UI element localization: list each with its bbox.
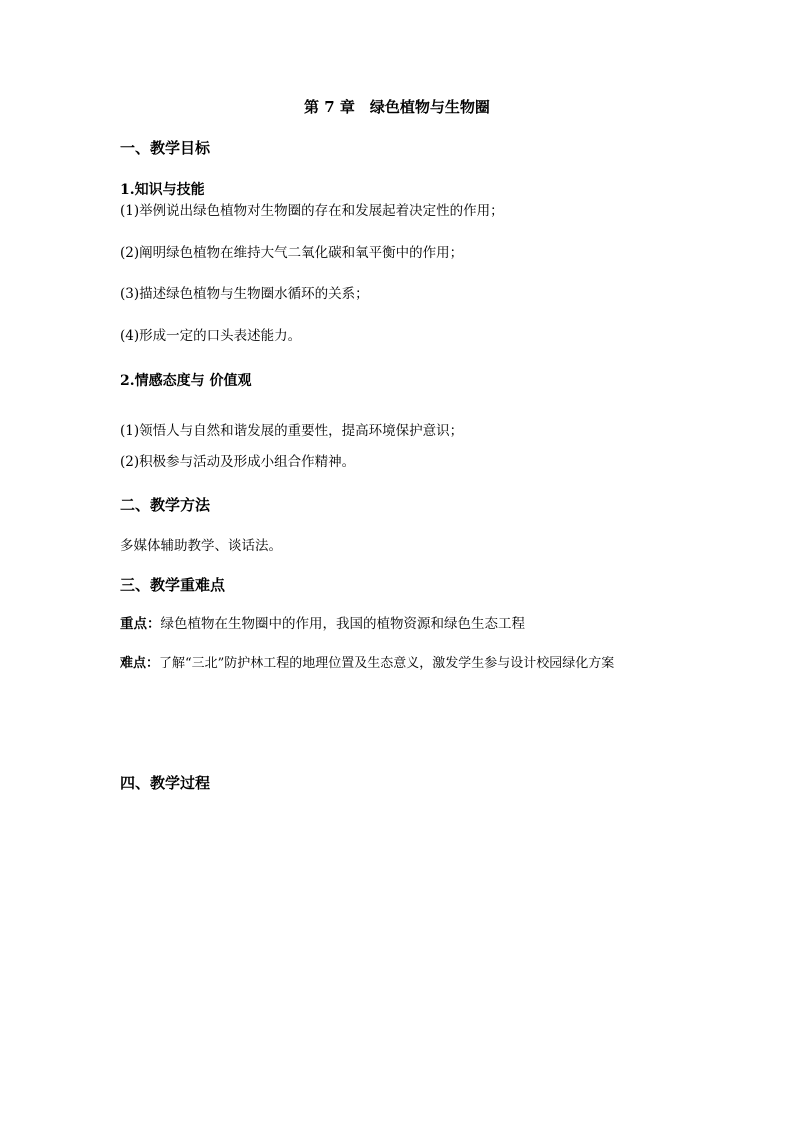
- section-heading-key-difficult-points: 三、教学重难点: [120, 576, 226, 594]
- section-heading-objectives: 一、教学目标: [120, 139, 211, 157]
- difficult-point-text: 了解“三北”防护林工程的地理位置及生态意义，激发学生参与设计校园绿化方案: [159, 656, 615, 671]
- key-point-label: 重点：: [120, 616, 161, 632]
- key-point-text: 绿色植物在生物圈中的作用，我国的植物资源和绿色生态工程: [160, 616, 525, 632]
- section-heading-methods: 二、教学方法: [120, 496, 211, 514]
- list-item: (1)领悟人与自然和谐发展的重要性，提高环境保护意识；: [120, 423, 464, 439]
- subsection-heading-knowledge-skills: 1.知识与技能: [120, 182, 205, 198]
- methods-text: 多媒体辅助教学、谈话法。: [120, 538, 282, 554]
- difficult-point-paragraph: [120, 655, 614, 673]
- list-item: (4)形成一定的口头表述能力。: [120, 328, 302, 344]
- list-item: (2)积极参与活动及形成小组合作精神。: [120, 454, 356, 470]
- subsection-heading-attitudes-values: 2.情感态度与 价值观: [120, 373, 252, 389]
- key-point-paragraph: [120, 615, 525, 633]
- list-item: (2)阐明绿色植物在维持大气二氧化碳和氧平衡中的作用；: [120, 245, 464, 261]
- section-heading-teaching-process: 四、教学过程: [120, 774, 211, 792]
- page-title: 第 7 章 绿色植物与生物圈: [304, 98, 490, 116]
- list-item: (1)举例说出绿色植物对生物圈的存在和发展起着决定性的作用；: [120, 203, 504, 219]
- difficult-point-label: 难点：: [120, 656, 160, 671]
- list-item: (3)描述绿色植物与生物圈水循环的关系；: [120, 286, 369, 302]
